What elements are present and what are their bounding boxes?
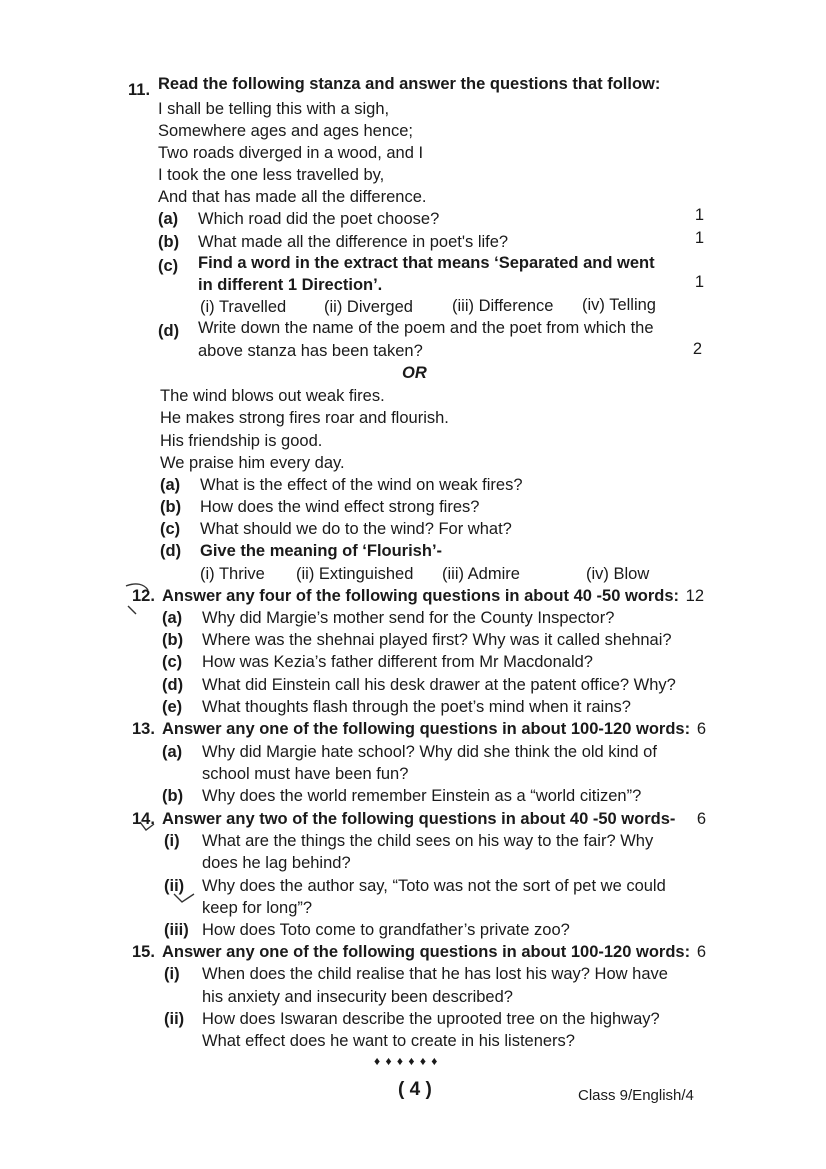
- q13-a-text-2: school must have been fun?: [202, 765, 409, 783]
- q13-a-text-1: Why did Margie hate school? Why did she think the old kind of: [202, 743, 657, 761]
- q12-d-label: (d): [162, 676, 184, 694]
- pen-tick-icon: [120, 800, 160, 840]
- q13-heading: Answer any one of the following questions in about 100-120 words:: [162, 720, 691, 738]
- q11-b-marks: 1: [694, 229, 704, 247]
- q11-d-text-2: above stanza has been taken?: [198, 342, 423, 360]
- q11-d2-option-3: (iii) Admire: [442, 565, 520, 583]
- q11-stanza2-line-3: His friendship is good.: [160, 432, 323, 450]
- q11-a-label: (a): [158, 210, 179, 228]
- q11-stanza-line-4: I took the one less travelled by,: [158, 166, 385, 184]
- q12-heading: Answer any four of the following questions in about 40 -50 words:: [162, 587, 680, 605]
- q11-stanza2-line-2: He makes strong fires roar and flourish.: [160, 409, 449, 427]
- q11-b-text: What made all the difference in poet's life?: [198, 233, 509, 251]
- q11-c-text-1: Find a word in the extract that means ‘Separated and went: [198, 254, 655, 272]
- q15-ii-label: (ii): [164, 1010, 185, 1028]
- q15-ii-text-2: What effect does he want to create in his listeners?: [202, 1032, 575, 1050]
- q11-a2-label: (a): [160, 476, 181, 494]
- q15-ii-text-1: How does Iswaran describe the uprooted tree on the highway?: [202, 1010, 660, 1028]
- q15-i-label: (i): [164, 965, 180, 983]
- q13-b-text: Why does the world remember Einstein as a “world citizen”?: [202, 787, 642, 805]
- q11-heading: Read the following stanza and answer the questions that follow:: [158, 75, 661, 93]
- q14-ii-text-1: Why does the author say, “Toto was not the sort of pet we could: [202, 877, 666, 895]
- q12-d-text: What did Einstein call his desk drawer at the patent office? Why?: [202, 676, 676, 694]
- q15-i-text-1: When does the child realise that he has lost his way? How have: [202, 965, 668, 983]
- q11-d2-option-2: (ii) Extinguished: [296, 565, 414, 583]
- q11-stanza-line-5: And that has made all the difference.: [158, 188, 427, 206]
- q12-b-label: (b): [162, 631, 184, 649]
- q14-ii-label: (ii): [164, 877, 185, 895]
- q11-b-label: (b): [158, 233, 180, 251]
- q15-heading: Answer any one of the following questions in about 100-120 words:: [162, 943, 691, 961]
- end-ornament: ♦ ♦ ♦ ♦ ♦ ♦: [374, 1054, 439, 1068]
- q11-c-option-2: (ii) Diverged: [324, 298, 413, 316]
- q11-a-text: Which road did the poet choose?: [198, 210, 440, 228]
- q14-i-text-1: What are the things the child sees on his way to the fair? Why: [202, 832, 654, 850]
- q11-c2-label: (c): [160, 520, 181, 538]
- paper-code: Class 9/English/4: [578, 1087, 694, 1104]
- q11-stanza2-line-1: The wind blows out weak fires.: [160, 387, 385, 405]
- q11-d2-option-4: (iv) Blow: [586, 565, 650, 583]
- q11-d-label: (d): [158, 322, 180, 340]
- q14-ii-text-2: keep for long”?: [202, 899, 313, 917]
- q13-number: 13.: [132, 720, 155, 738]
- q11-d-text-1: Write down the name of the poem and the poet from which the: [198, 319, 654, 337]
- q11-c-option-1: (i) Travelled: [200, 298, 287, 316]
- pen-tick-icon: [170, 880, 210, 910]
- q12-e-label: (e): [162, 698, 183, 716]
- or-separator: OR: [402, 364, 427, 382]
- q11-a2-text: What is the effect of the wind on weak fires?: [200, 476, 523, 494]
- q11-c-option-4: (iv) Telling: [582, 296, 656, 314]
- q14-iii-text: How does Toto come to grandfather’s private zoo?: [202, 921, 570, 939]
- q15-number: 15.: [132, 943, 155, 961]
- q14-i-text-2: does he lag behind?: [202, 854, 351, 872]
- q14-marks: 6: [696, 810, 706, 828]
- q12-a-text: Why did Margie’s mother send for the County Inspector?: [202, 609, 615, 627]
- q11-number: 11.: [128, 81, 151, 99]
- q15-i-text-2: his anxiety and insecurity been described?: [202, 988, 513, 1006]
- q11-d-marks: 2: [692, 340, 702, 358]
- q11-b2-label: (b): [160, 498, 182, 516]
- q14-heading: Answer any two of the following questions in about 40 -50 words-: [162, 810, 676, 828]
- q11-d2-option-1: (i) Thrive: [200, 565, 265, 583]
- q11-d2-text: Give the meaning of ‘Flourish’-: [200, 542, 443, 560]
- q13-b-label: (b): [162, 787, 184, 805]
- q12-c-text: How was Kezia’s father different from Mr Macdonald?: [202, 653, 593, 671]
- q11-c2-text: What should we do to the wind? For what?: [200, 520, 512, 538]
- q11-stanza2-line-4: We praise him every day.: [160, 454, 345, 472]
- q11-stanza-line-2: Somewhere ages and ages hence;: [158, 122, 414, 140]
- q11-stanza-line-3: Two roads diverged in a wood, and I: [158, 144, 424, 162]
- q11-b2-text: How does the wind effect strong fires?: [200, 498, 480, 516]
- q14-iii-label: (iii): [164, 921, 189, 939]
- q11-d2-label: (d): [160, 542, 182, 560]
- q11-c-text-2: in different 1 Direction’.: [198, 276, 383, 294]
- q12-c-label: (c): [162, 653, 183, 671]
- q14-i-label: (i): [164, 832, 180, 850]
- q13-marks: 6: [696, 720, 706, 738]
- q12-e-text: What thoughts flash through the poet’s mind when it rains?: [202, 698, 631, 716]
- pen-mark-icon: [118, 578, 158, 618]
- q11-c-marks: 1: [694, 273, 704, 291]
- q11-a-marks: 1: [694, 206, 704, 224]
- q14-number: 14.: [132, 810, 155, 828]
- q11-c-label: (c): [158, 257, 179, 275]
- page-number: ( 4 ): [398, 1079, 432, 1100]
- q11-c-option-3: (iii) Difference: [452, 297, 554, 315]
- q11-stanza-line-1: I shall be telling this with a sigh,: [158, 100, 390, 118]
- q13-a-label: (a): [162, 743, 183, 761]
- q12-b-text: Where was the shehnai played first? Why was it called shehnai?: [202, 631, 672, 649]
- q12-a-label: (a): [162, 609, 183, 627]
- q12-marks: 12: [685, 587, 704, 605]
- q15-marks: 6: [696, 943, 706, 961]
- q12-number: 12.: [132, 587, 155, 605]
